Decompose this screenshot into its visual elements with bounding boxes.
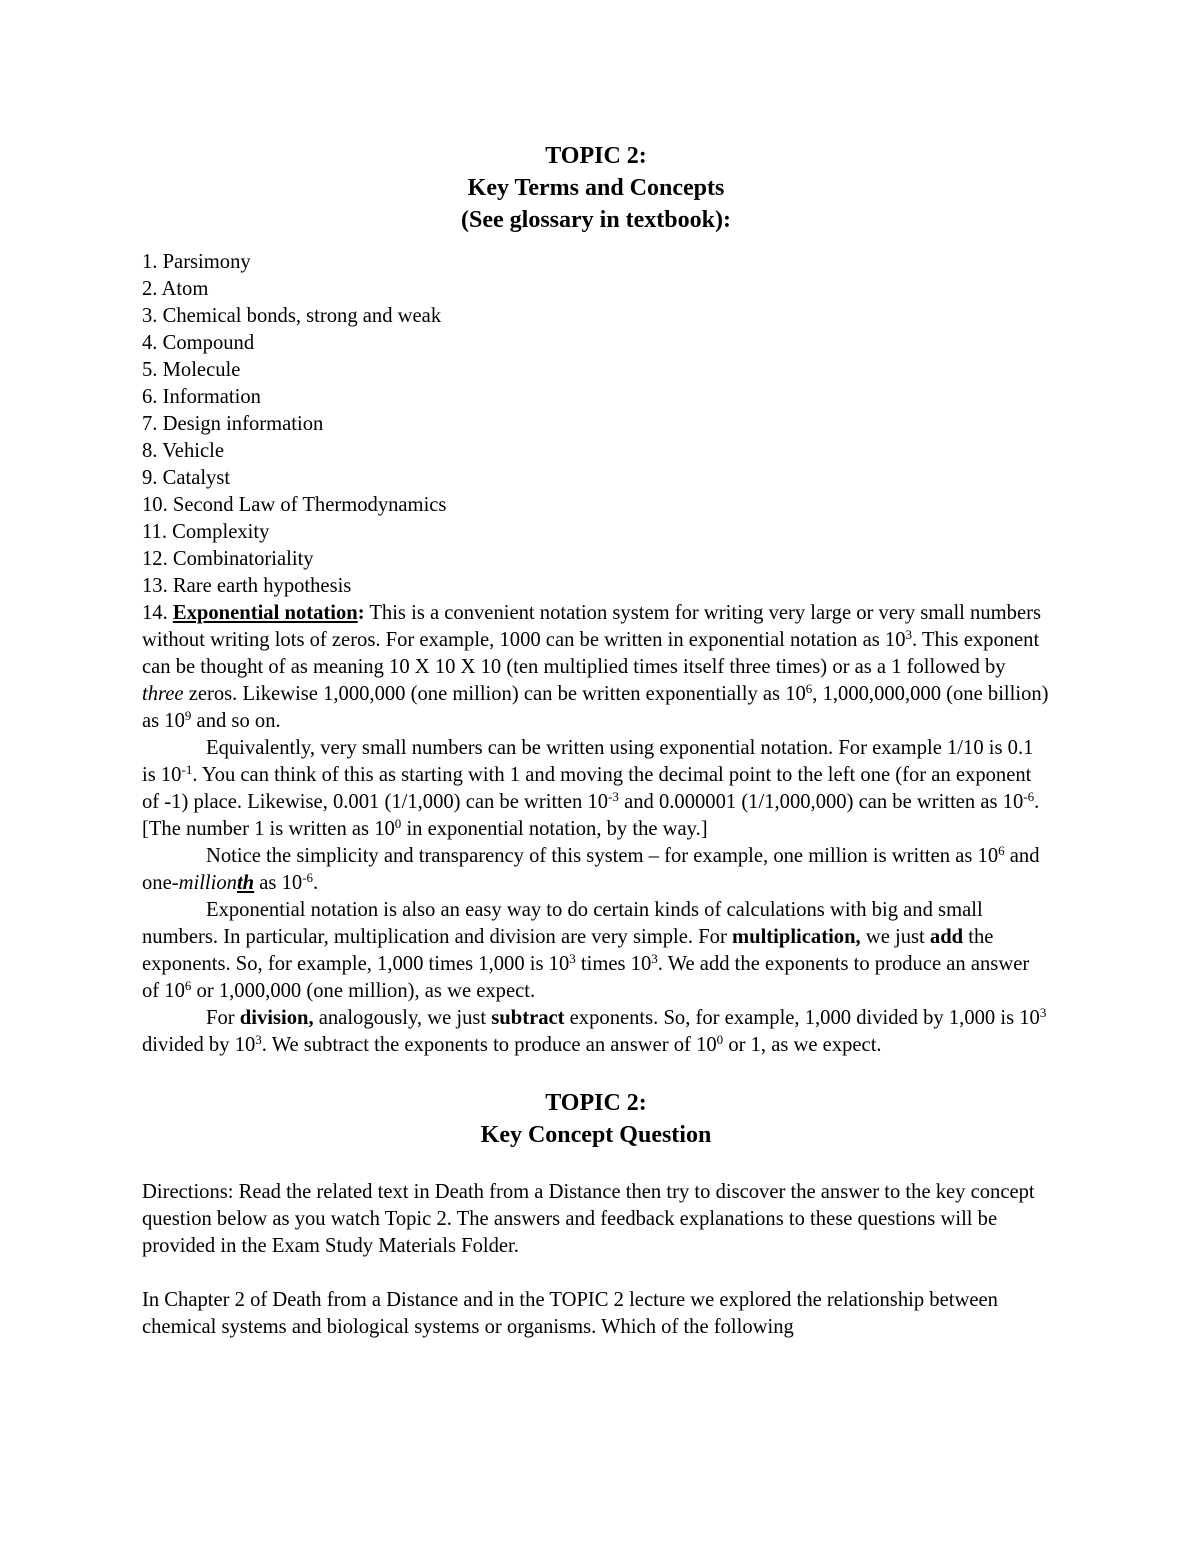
superscript: 9 <box>184 708 192 723</box>
text-run: zeros. Likewise 1,000,000 (one million) can be written exponentially as 10 <box>183 683 806 705</box>
text-run: . [The number 1 is written as 10 <box>142 791 1040 840</box>
division-paragraph <box>142 1005 1050 1059</box>
term-14-paragraph <box>142 600 1050 735</box>
text-run: and so on. <box>191 710 281 732</box>
small-numbers-paragraph <box>142 735 1050 843</box>
term-item: 10. Second Law of Thermodynamics <box>142 494 447 516</box>
superscript: -3 <box>608 789 619 804</box>
question-heading-line2: Key Concept Question <box>480 1122 712 1148</box>
term-item: 4. Compound <box>142 332 255 354</box>
text-run: exponents. So, for example, 1,000 divided by 1,000 is 10 <box>564 1007 1040 1029</box>
text-run: analogously, we just <box>313 1007 492 1029</box>
text-run: . We add the exponents to produce an answer of 10 <box>142 953 1030 1002</box>
text-run: . This exponent can be thought of as meaning 10 X 10 X 10 (ten multiplied times itself three times) or as a 1 followed by <box>142 629 1040 678</box>
term-item: 8. Vehicle <box>142 440 224 462</box>
topic-heading <box>142 140 1050 236</box>
topic-heading-line3: (See glossary in textbook): <box>461 207 731 233</box>
term-item: 12. Combinatoriality <box>142 548 314 570</box>
text-run: This is a convenient notation system for writing very large or very small numbers without writing lots of zeros. For example, 1000 can be written in exponential notation as 10 <box>142 602 1041 651</box>
topic-heading-line2: Key Terms and Concepts <box>467 175 725 201</box>
text-run: as 10 <box>254 872 303 894</box>
term-item: 5. Molecule <box>142 359 241 381</box>
text-run: and one- <box>142 845 1040 894</box>
bold-text: add <box>929 926 964 948</box>
text-run: . <box>313 872 319 894</box>
text-run: Equivalently, very small numbers can be written using exponential notation. For example 1/10 is 0.1 is 10 <box>142 737 1034 786</box>
term-item: 9. Catalyst <box>142 467 231 489</box>
text-run: times 10 <box>575 953 652 975</box>
superscript: -6 <box>302 870 314 885</box>
question-paragraph: In Chapter 2 of Death from a Distance and in the TOPIC 2 lecture we explored the relationship between chemical systems and biological systems or organisms. Which of the following <box>142 1289 998 1338</box>
simplicity-paragraph <box>142 843 1050 897</box>
superscript: 3 <box>651 951 658 966</box>
text-run: and 0.000001 (1/1,000,000) can be written as 10 <box>618 791 1024 813</box>
superscript: 3 <box>905 627 913 642</box>
text-run: . We subtract the exponents to produce an answer of 10 <box>261 1034 717 1056</box>
question-heading <box>142 1087 1050 1151</box>
text-run: Exponential notation is also an easy way to do certain kinds of calculations with big and small numbers. In particular, multiplication and division are very simple. For <box>142 899 983 948</box>
bold-text: multiplication, <box>731 926 861 948</box>
text-run: divided by 10 <box>142 1034 256 1056</box>
text-run: or 1, as we expect. <box>723 1034 882 1056</box>
text-run: . You can think of this as starting with 1 and moving the decimal point to the left one (for an exponent of -1) place. Likewise, 0.001 (1/1,000) can be written 10 <box>142 764 1032 813</box>
text-run: in exponential notation, by the way.] <box>401 818 708 840</box>
italic-text: million <box>178 872 237 894</box>
emphasis-text: th <box>236 872 255 894</box>
term-item: 13. Rare earth hypothesis <box>142 575 352 597</box>
term-14-number: 14. <box>142 602 173 624</box>
superscript: 0 <box>716 1032 724 1047</box>
multiplication-paragraph <box>142 897 1050 1005</box>
superscript: -6 <box>1023 789 1035 804</box>
topic-heading-line1: TOPIC 2: <box>545 143 647 169</box>
term-item: 2. Atom <box>142 278 209 300</box>
text-run: or 1,000,000 (one million), as we expect. <box>191 980 536 1002</box>
bold-text: subtract <box>491 1007 565 1029</box>
term-14-colon: : <box>357 602 365 624</box>
superscript: 6 <box>998 843 1005 858</box>
term-14-label: Exponential notation <box>172 602 358 624</box>
term-item: 7. Design information <box>142 413 324 435</box>
text-run: , 1,000,000,000 (one billion) as 10 <box>142 683 1049 732</box>
text-run: the exponents. So, for example, 1,000 times 1,000 is 10 <box>142 926 994 975</box>
bold-text: division, <box>239 1007 314 1029</box>
superscript: 6 <box>805 681 813 696</box>
text-run: Notice the simplicity and transparency of this system – for example, one million is written as 10 <box>206 845 999 867</box>
directions-paragraph: Directions: Read the related text in Death from a Distance then try to discover the answer to the key concept question below as you watch Topic 2. The answers and feedback explanations to these questions will be provided in the Exam Study Materials Folder. <box>142 1181 1035 1257</box>
superscript: 3 <box>255 1032 262 1047</box>
terms-list <box>142 249 1050 600</box>
superscript: -1 <box>181 762 193 777</box>
superscript: 3 <box>1039 1005 1047 1020</box>
term-item: 6. Information <box>142 386 261 408</box>
term-item: 11. Complexity <box>142 521 270 543</box>
superscript: 6 <box>184 978 192 993</box>
term-item: 1. Parsimony <box>142 251 251 273</box>
italic-text: three <box>142 683 184 705</box>
text-run: For <box>206 1007 240 1029</box>
superscript: 0 <box>394 816 402 831</box>
superscript: 3 <box>569 951 576 966</box>
text-run: we just <box>860 926 930 948</box>
term-item: 3. Chemical bonds, strong and weak <box>142 305 442 327</box>
question-heading-line1: TOPIC 2: <box>545 1090 647 1116</box>
